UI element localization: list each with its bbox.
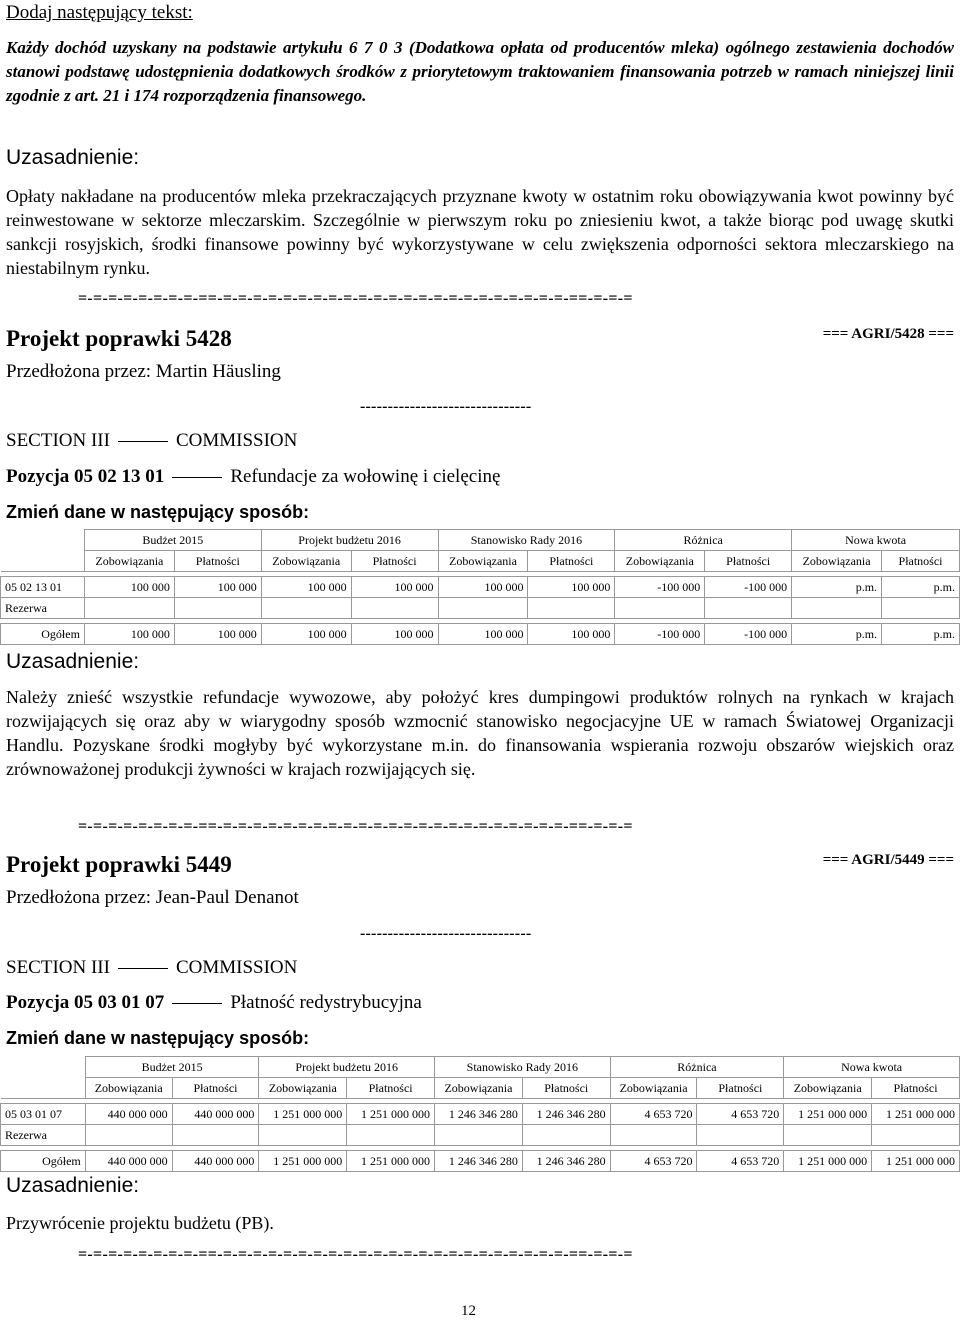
- column-group: Budżet 2015: [85, 1057, 259, 1078]
- section-name: COMMISSION: [175, 957, 298, 978]
- separator: =-=-=-=-=-=-=-=-==-=-=-=-=-=-=-=-=-=-=-=-=-=-=-=-=-=-=-=-=-=-=-=-==-=-=-=: [78, 1246, 633, 1263]
- table-cell: 1 251 000 000: [259, 1104, 347, 1125]
- table-cell: -100 000: [705, 624, 792, 645]
- amendment-title: Projekt poprawki 5449: [6, 852, 232, 877]
- table-cell: 1 251 000 000: [347, 1104, 435, 1125]
- column-group: Nowa kwota: [784, 1057, 960, 1078]
- table-cell: 1 251 000 000: [784, 1151, 872, 1172]
- column-group: Różnica: [615, 530, 792, 551]
- column-group: Stanowisko Rady 2016: [438, 530, 615, 551]
- table-cell: p.m.: [792, 624, 882, 645]
- change-label: Zmień dane w następujący sposób:: [6, 1028, 310, 1048]
- table-cell: 1 251 000 000: [872, 1104, 960, 1125]
- column-header: Płatności: [351, 551, 438, 572]
- table-cell: 1 251 000 000: [784, 1104, 872, 1125]
- budget-position: [6, 466, 500, 488]
- em-dash: [118, 441, 168, 442]
- position-name: Refundacje za wołowinę i cielęcinę: [230, 466, 501, 487]
- table-cell: 1 251 000 000: [259, 1151, 347, 1172]
- table-cell: p.m.: [882, 624, 960, 645]
- table-group-header: [1, 530, 960, 551]
- column-header: Płatności: [705, 551, 792, 572]
- section-heading: [6, 957, 297, 979]
- column-header: Zobowiązania: [438, 551, 528, 572]
- table-subheader: [1, 551, 960, 572]
- em-dash: [118, 968, 168, 969]
- dash-line: -------------------------------: [360, 925, 532, 942]
- table-cell: p.m.: [882, 577, 960, 598]
- justification-text: Przywrócenie projektu budżetu (PB).: [6, 1213, 274, 1233]
- amendment-code: === AGRI/5449 ===: [822, 852, 954, 868]
- table-cell: 440 000 000: [172, 1104, 259, 1125]
- table-cell: 4 653 720: [610, 1151, 697, 1172]
- table-cell: 100 000: [528, 624, 615, 645]
- column-header: Płatności: [522, 1078, 610, 1099]
- position-number: Pozycja 05 03 01 07: [6, 992, 165, 1013]
- justification-label: Uzasadnienie:: [6, 650, 140, 673]
- justification-text: Należy znieść wszystkie refundacje wywozowe, aby położyć kres dumpingowi produktów rolnych na rynkach w krajach rozwijających się oraz aby w wiarygodny sposób wzmocnić stanowisko negocjacyjne UE w ramach Światowej Organizacji Handlu. Pozyskane środki mogłyby być wykorzystane m.in. do finansowania wspierania rozwoju obszarów wiejskich oraz zrównoważonej produkcji żywności w krajach rozwijających się.: [6, 687, 954, 779]
- table-group-header: [1, 1057, 960, 1078]
- table-cell: 1 246 346 280: [522, 1104, 610, 1125]
- separator: =-=-=-=-=-=-=-=-==-=-=-=-=-=-=-=-=-=-=-=-=-=-=-=-=-=-=-=-=-=-=-=-==-=-=-=: [78, 818, 633, 835]
- column-header: Płatności: [528, 551, 615, 572]
- table-subheader: [1, 1078, 960, 1099]
- row-label: Rezerwa: [1, 598, 85, 619]
- table-cell: 440 000 000: [172, 1151, 259, 1172]
- table-cell: 100 000: [174, 577, 261, 598]
- table-cell: 100 000: [438, 624, 528, 645]
- column-header: Zobowiązania: [259, 1078, 347, 1099]
- table-cell: 100 000: [84, 624, 174, 645]
- column-group: Nowa kwota: [792, 530, 960, 551]
- column-group: Projekt budżetu 2016: [259, 1057, 435, 1078]
- section-number: SECTION III: [6, 430, 110, 451]
- column-header: Zobowiązania: [792, 551, 882, 572]
- column-group: Projekt budżetu 2016: [261, 530, 438, 551]
- table-cell: 440 000 000: [85, 1151, 172, 1172]
- page-number: 12: [461, 1303, 476, 1319]
- em-dash: [172, 477, 222, 478]
- table-cell: 100 000: [351, 624, 438, 645]
- section-number: SECTION III: [6, 957, 110, 978]
- em-dash: [172, 1003, 222, 1004]
- position-number: Pozycja 05 02 13 01: [6, 466, 165, 487]
- budget-table: [0, 529, 960, 645]
- table-cell: 100 000: [438, 577, 528, 598]
- submitted-by: Przedłożona przez: Martin Häusling: [6, 361, 281, 382]
- table-cell: 1 246 346 280: [435, 1104, 523, 1125]
- table-cell: 100 000: [174, 624, 261, 645]
- column-header: Płatności: [347, 1078, 435, 1099]
- add-text-heading: Dodaj następujący tekst:: [6, 2, 193, 23]
- justification-text: Opłaty nakładane na producentów mleka przekraczających przyznane kwoty w ostatnim roku obowiązywania kwot powinny być reinwestowane w sektorze mleczarskim. Szczególnie w pierwszym roku po zniesieniu kwot, a także biorąc pod uwagę skutki sankcji rosyjskich, środki finansowe powinny być wykorzystywane w celu zwiększenia odporności sektora mleczarskiego na niestabilnym rynku.: [6, 186, 954, 278]
- section-name: COMMISSION: [175, 430, 298, 451]
- column-header: Płatności: [697, 1078, 784, 1099]
- column-group: Stanowisko Rady 2016: [435, 1057, 611, 1078]
- column-header: Płatności: [872, 1078, 960, 1099]
- table-cell: -100 000: [615, 577, 705, 598]
- table-cell: 100 000: [261, 577, 351, 598]
- table-cell: 4 653 720: [610, 1104, 697, 1125]
- column-group: Budżet 2015: [84, 530, 261, 551]
- section-heading: [6, 430, 297, 452]
- position-name: Płatność redystrybucyjna: [230, 992, 422, 1013]
- table-total-row: [1, 1151, 960, 1172]
- row-label: Ogółem: [1, 624, 85, 645]
- justification-label: Uzasadnienie:: [6, 146, 140, 169]
- change-label: Zmień dane w następujący sposób:: [6, 502, 310, 522]
- row-label: Rezerwa: [1, 1125, 86, 1146]
- table-cell: -100 000: [615, 624, 705, 645]
- table-row: [1, 1104, 960, 1125]
- column-header: Zobowiązania: [610, 1078, 697, 1099]
- table-cell: p.m.: [792, 577, 882, 598]
- table-cell: 100 000: [261, 624, 351, 645]
- column-header: Zobowiązania: [784, 1078, 872, 1099]
- column-header: Zobowiązania: [615, 551, 705, 572]
- table-cell: 100 000: [84, 577, 174, 598]
- row-label: 05 02 13 01: [1, 577, 85, 598]
- table-row: [1, 598, 960, 619]
- table-row: [1, 577, 960, 598]
- separator: =-=-=-=-=-=-=-=-==-=-=-=-=-=-=-=-=-=-=-=-=-=-=-=-=-=-=-=-=-=-=-=-==-=-=-=: [78, 290, 633, 307]
- dash-line: -------------------------------: [360, 398, 532, 415]
- table-cell: 100 000: [528, 577, 615, 598]
- budget-table: [0, 1056, 960, 1172]
- amendment-italic-text: Każdy dochód uzyskany na podstawie artykułu 6 7 0 3 (Dodatkowa opłata od producentów mleka) ogólnego zestawienia dochodów stanowi podstawę udostępnienia dodatkowych środków z priorytetowym traktowaniem finansowania potrzeb w ramach niniejszej linii zgodnie z art. 21 i 174 rozporządzenia finansowego.: [6, 38, 954, 105]
- column-header: Zobowiązania: [261, 551, 351, 572]
- table-row: [1, 1125, 960, 1146]
- table-cell: 100 000: [351, 577, 438, 598]
- submitted-by: Przedłożona przez: Jean-Paul Denanot: [6, 887, 299, 908]
- column-header: Płatności: [172, 1078, 259, 1099]
- column-header: Płatności: [174, 551, 261, 572]
- table-cell: 1 251 000 000: [872, 1151, 960, 1172]
- amendment-code: === AGRI/5428 ===: [822, 326, 954, 342]
- table-cell: 4 653 720: [697, 1104, 784, 1125]
- table-cell: 4 653 720: [697, 1151, 784, 1172]
- column-header: Płatności: [882, 551, 960, 572]
- row-label: 05 03 01 07: [1, 1104, 86, 1125]
- column-header: Zobowiązania: [84, 551, 174, 572]
- column-header: Zobowiązania: [85, 1078, 172, 1099]
- table-cell: 1 246 346 280: [435, 1151, 523, 1172]
- amendment-title: Projekt poprawki 5428: [6, 326, 232, 351]
- table-cell: 1 251 000 000: [347, 1151, 435, 1172]
- table-cell: -100 000: [705, 577, 792, 598]
- budget-position: [6, 992, 422, 1014]
- column-header: Zobowiązania: [435, 1078, 523, 1099]
- table-cell: 1 246 346 280: [522, 1151, 610, 1172]
- justification-label: Uzasadnienie:: [6, 1174, 140, 1197]
- row-label: Ogółem: [1, 1151, 86, 1172]
- table-cell: 440 000 000: [85, 1104, 172, 1125]
- table-total-row: [1, 624, 960, 645]
- column-group: Różnica: [610, 1057, 784, 1078]
